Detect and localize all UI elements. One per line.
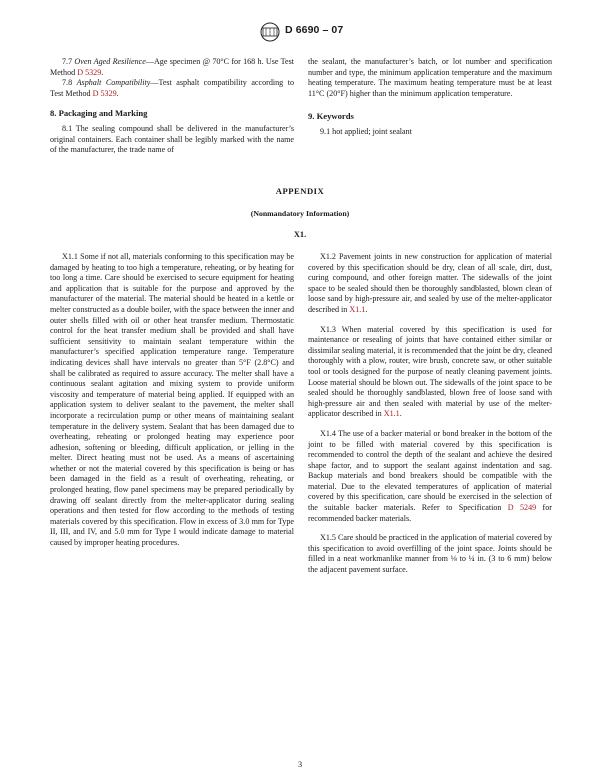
astm-logo-icon (258, 22, 282, 42)
para-text: —Age specimen @ 70°C for 168 h. Use Test Method (50, 57, 294, 77)
para-number: 7.7 (62, 57, 73, 66)
section-heading-9: 9. Keywords (308, 111, 354, 122)
paragraph-7-8 (50, 78, 294, 99)
paragraph-x1-3 (308, 325, 552, 420)
paragraph-7-7 (50, 57, 294, 78)
para-number: 7.8 (62, 78, 73, 88)
paragraph-x1-2 (308, 252, 552, 316)
top-left-column (50, 57, 294, 156)
para-text: X1.4 The use of a backer material or bond breaker in the bottom of the joint to be filled with material covered by this specification is recommended to control the depth of the sealant and achieve the desired shape factor, and to support the sealant against indentation and sag. Backup materials and bond breakers should be compatible with the material. Due to the elevated temperatures of application of material covered by this specification, care should be exercised in the selection of the suitable backer materials. Refer to Specification (308, 428, 552, 513)
standard-designation: D 6690 – 07 (285, 24, 344, 36)
paragraph-x1-4 (308, 429, 552, 524)
paragraph-8-1: 8.1 The sealing compound shall be delivered in the manufacturer’s original containers. Each container shall be legibly marked with the name of the manufacturer, the trade name of (50, 123, 294, 155)
appendix-subtitle: (Nonmandatory Information) (250, 209, 350, 218)
para-title: Asphalt Compatibility (76, 78, 151, 88)
para-text: X1.3 When material covered by this specification is used for maintenance or resealing of joints that have contained either similar or dissimilar sealing material, it is recommended that the joint be dry, cleaned thoroughly with a plow, router, wire brush, concrete saw, or other suitable tool or tools designed for the purpose of neatly cleaning pavement joints. Loose material should be blown out. The sidewalls of the joint space to be sealed should be thoroughly sandblasted, blown free of loose sand with high-pressure air and then sealed with material by use of the melter-applicator described in (308, 324, 552, 419)
x1-right-column (308, 252, 552, 576)
paragraph-9-1: 9.1 hot applied; joint sealant (320, 126, 412, 136)
para-title: Oven Aged Resilience (74, 57, 146, 66)
reference-link-x1-1[interactable]: X1.1 (349, 304, 366, 314)
para-text: —Test asphalt compatibility according to Test Method (50, 78, 294, 98)
reference-link-d5249[interactable]: D 5249 (507, 503, 537, 513)
x1-left-column (50, 252, 294, 549)
reference-link-d5329[interactable]: D 5329 (92, 88, 117, 98)
reference-link-d5329[interactable]: D 5329 (77, 67, 102, 77)
top-right-column (308, 57, 552, 138)
section-heading-8: 8. Packaging and Marking (50, 108, 148, 119)
appendix-title: APPENDIX (275, 186, 325, 196)
page-number: 3 (297, 760, 303, 769)
para-end: . (365, 304, 368, 314)
paragraph-x1-1: X1.1 Some if not all, materials conforming to this specification may be damaged by heating to too high a temperature, reheating, or by heating for too long a time. Care should be exercised to secure equipment for heating and application that is suitable for the purpose and approved by the manufacturer of the material. The material should be heated in a kettle or melter constructed as a double boiler, with the space between the inner and outer shells filled with oil or other heat transfer medium. Thermostatic control for the heat transfer medium shall be provided and shall have sufficient sensitivity to maintain sealant temperature within the manufacturer’s specified application temperature range. Temperature indicating devices shall have intervals no greater than 5°F (2.8°C) and shall be calibrated as required to assure accuracy. The melter shall have a continuous sealant agitation and mixing system to provide uniform viscosity and temperature of material being applied. If equipped with an application system to deliver sealant to the pavement, the melter shall incorporate a recirculation pump or other means of maintaining sealant temperature in the delivery system. Sealant that has been damaged due to overheating, reheating or prolonged heating may experience poor adhesion, softening or bleeding, difficult application, or jelling in the melter. Direct heating must not be used. As a means of ascertaining whether or not the material covered by this specification is being or has been damaged in the field as a result of overheating, reheating, or prolonged heating, flow panel specimens may be prepared periodically by drawing off sealant directly from the melter-applicator during sealing operations and then tested for flow according to the methods of testing materials covered by this specification. Flow in excess of 3.0 mm for Type II, III, and IV, and 5.0 mm for Type I would indicate damage to material caused by improper heating procedures. (50, 252, 294, 548)
para-end: . (116, 88, 119, 98)
para-end: . (101, 67, 104, 77)
paragraph-x1-5: X1.5 Care should be practiced in the application of material covered by this specification to avoid overfilling of the joint space. Joints should be filled in a neat workmanlike manner from ⅛ to ¼ in. (3 to 6 mm) below the adjacent pavement surface. (308, 533, 552, 575)
reference-link-x1-1[interactable]: X1.1 (383, 409, 400, 419)
para-end: . (399, 409, 402, 419)
page-header (0, 22, 600, 42)
appendix-section-x1: X1. (293, 230, 307, 239)
para-end: for recommended backer materials. (308, 503, 552, 523)
para-text: X1.2 Pavement joints in new construction for application of material covered by this specification should be dry, clean of all scale, dirt, dust, curing compound, and other foreign matter. The sidewalls of the joint space to be sealed should then be thoroughly sandblasted, blown clean of loose sand by high-pressure air, and sealed by use of the melter-applicator described in (308, 252, 552, 314)
paragraph-8-1-continued: the sealant, the manufacturer’s batch, or lot number and specification number and type, the minimum application temperature and the maximum heating temperature. The maximum heating temperature must be at least 11°C (20°F) higher than the minimum application temperature. (308, 57, 552, 98)
